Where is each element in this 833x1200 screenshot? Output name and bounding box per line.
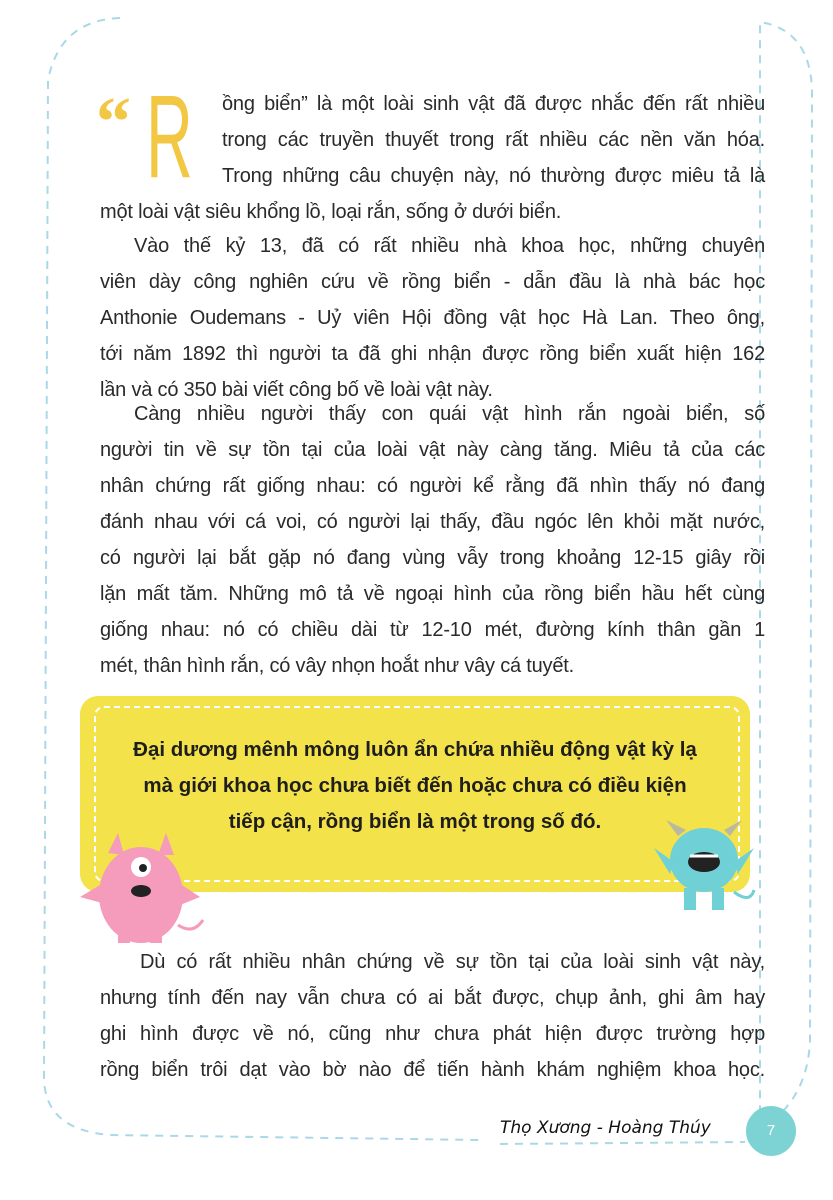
text-line: trong các truyền thuyết trong rất nhiều các nền văn hóa. — [222, 129, 765, 151]
text-line: Càng nhiều người thấy con quái vật hình rắn ngoài biển, số — [134, 403, 765, 425]
callout-line: Đại dương mênh mông luôn ẩn chứa nhiều động vật kỳ lạ — [133, 738, 697, 761]
text-line: người tin về sự tồn tại của loài vật này càng tăng. Miêu tả của các — [100, 439, 765, 461]
text-line: đánh nhau với cá voi, có người lại thấy, đầu ngóc lên khỏi mặt nước, — [100, 511, 765, 533]
text-line: viên dày công nghiên cứu về rồng biển - dẫn đầu là nhà bác học — [100, 271, 765, 293]
text-line: tới năm 1892 thì người ta đã ghi nhận được rồng biển xuất hiện 162 — [100, 343, 765, 365]
text-line: Vào thế kỷ 13, đã có rất nhiều nhà khoa học, những chuyên — [134, 235, 765, 257]
text-line: giống nhau: nó có chiều dài từ 12-10 mét, đường kính thân gần 1 — [100, 619, 765, 641]
callout-text — [100, 732, 730, 840]
text-line: Trong những câu chuyện này, nó thường được miêu tả là — [222, 165, 765, 187]
intro-paragraph-cont — [100, 194, 765, 230]
teal-monster-illustration — [650, 818, 760, 918]
text-line: Anthonie Oudemans - Uỷ viên Hội đồng vật học Hà Lan. Theo ông, — [100, 307, 765, 329]
text-line: rồng biển trôi dạt vào bờ nào để tiến hành khám nghiệm khoa học. — [100, 1059, 765, 1081]
callout-line: tiếp cận, rồng biển là một trong số đó. — [228, 810, 602, 833]
text-line: nhân chứng rất giống nhau: có người kể rằng đã nhìn thấy nó đang — [100, 475, 765, 497]
text-line: một loài vật siêu khổng lồ, loại rắn, sống ở dưới biển. — [100, 201, 562, 223]
text-line: mét, thân hình rắn, có vây nhọn hoắt như vây cá tuyết. — [100, 655, 574, 677]
text-line: ồng biển” là một loài sinh vật đã được nhắc đến rất nhiều — [222, 93, 765, 115]
text-line: lặn mất tăm. Những mô tả về ngoại hình của rồng biển hầu hết cùng — [100, 583, 765, 605]
pink-monster-illustration — [78, 825, 208, 945]
text-line: có người lại bắt gặp nó đang vùng vẫy trong khoảng 12-15 giây rồi — [100, 547, 765, 569]
paragraph-4 — [100, 944, 765, 1088]
drop-cap: R — [146, 71, 193, 203]
callout-line: mà giới khoa học chưa biết đến hoặc chưa có điều kiện — [143, 774, 687, 797]
text-line: Dù có rất nhiều nhân chứng về sự tồn tại của loài sinh vật này, — [140, 951, 765, 973]
paragraph-2 — [100, 228, 765, 408]
paragraph-3 — [100, 396, 765, 684]
quote-mark: “ — [96, 84, 131, 161]
text-line: lần và có 350 bài viết công bố về loài vật này. — [100, 379, 493, 401]
text-line: ghi hình được về nó, cũng như chưa phát hiện được trường hợp — [100, 1023, 765, 1045]
intro-paragraph — [222, 86, 765, 194]
page-number: 7 — [746, 1106, 796, 1156]
footer-authors: Thọ Xương - Hoàng Thúy — [500, 1118, 711, 1138]
text-line: nhưng tính đến nay vẫn chưa có ai bắt được, chụp ảnh, ghi âm hay — [100, 987, 765, 1009]
